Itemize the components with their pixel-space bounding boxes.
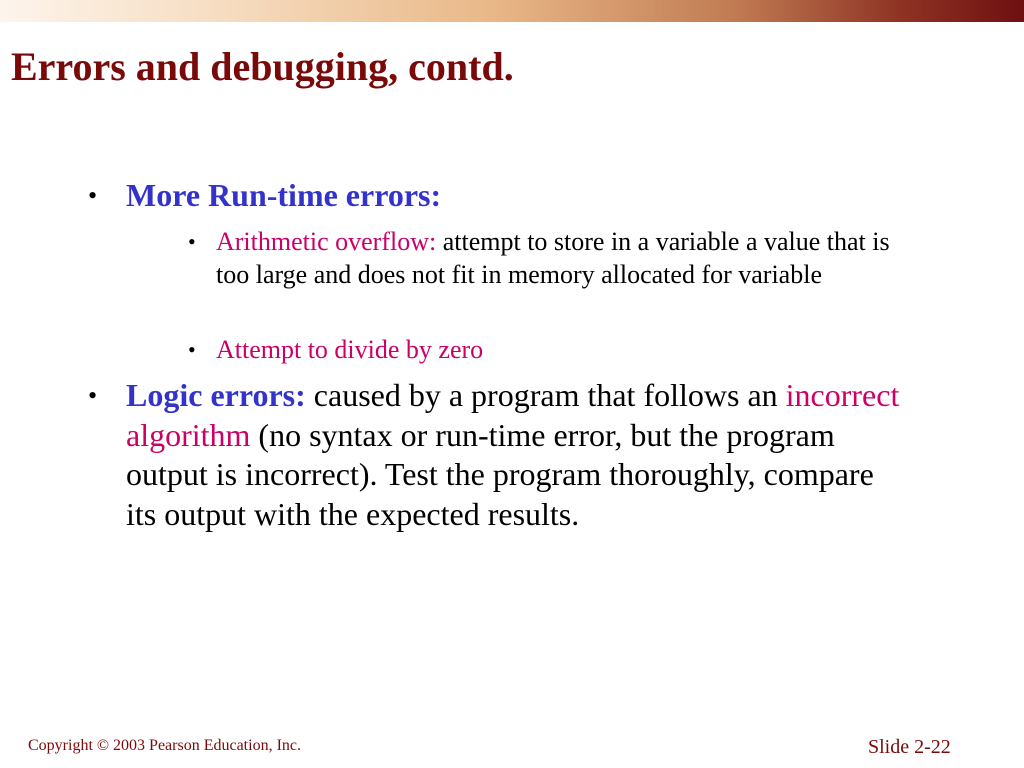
bullet-heading: Logic errors: (126, 377, 306, 413)
header-gradient-band (0, 0, 1024, 22)
subbullet-glyph: • (188, 337, 196, 362)
bullet-logic-errors (88, 376, 906, 534)
bullet-glyph: • (88, 181, 98, 210)
bullet-heading: More Run-time errors: (126, 177, 442, 213)
footer-copyright: Copyright © 2003 Pearson Education, Inc. (28, 737, 301, 754)
bullet-run-time-errors (88, 176, 906, 216)
bullet-glyph: • (88, 381, 98, 410)
subbullet-divide-by-zero (188, 333, 896, 366)
bullet-text-after: (no syntax or run-time error, but the program output is incorrect). Test the program thoroughly, compare its output with the expected results. (126, 416, 874, 532)
subbullet-arithmetic-overflow (188, 225, 896, 291)
subbullet-glyph: • (188, 229, 196, 254)
footer-slide-number: Slide 2-22 (868, 736, 951, 758)
subbullet-label: Attempt to divide by zero (216, 335, 484, 364)
bullet-text-before: caused by a program that follows an (305, 377, 786, 413)
slide-title: Errors and debugging, contd. (11, 44, 514, 89)
bullet-highlight: incorrect algorithm (126, 377, 900, 453)
subbullet-text: attempt to store in a variable a value that is too large and does not fit in memory allocated for variable (216, 227, 890, 289)
subbullet-label: Arithmetic overflow: (216, 227, 437, 256)
